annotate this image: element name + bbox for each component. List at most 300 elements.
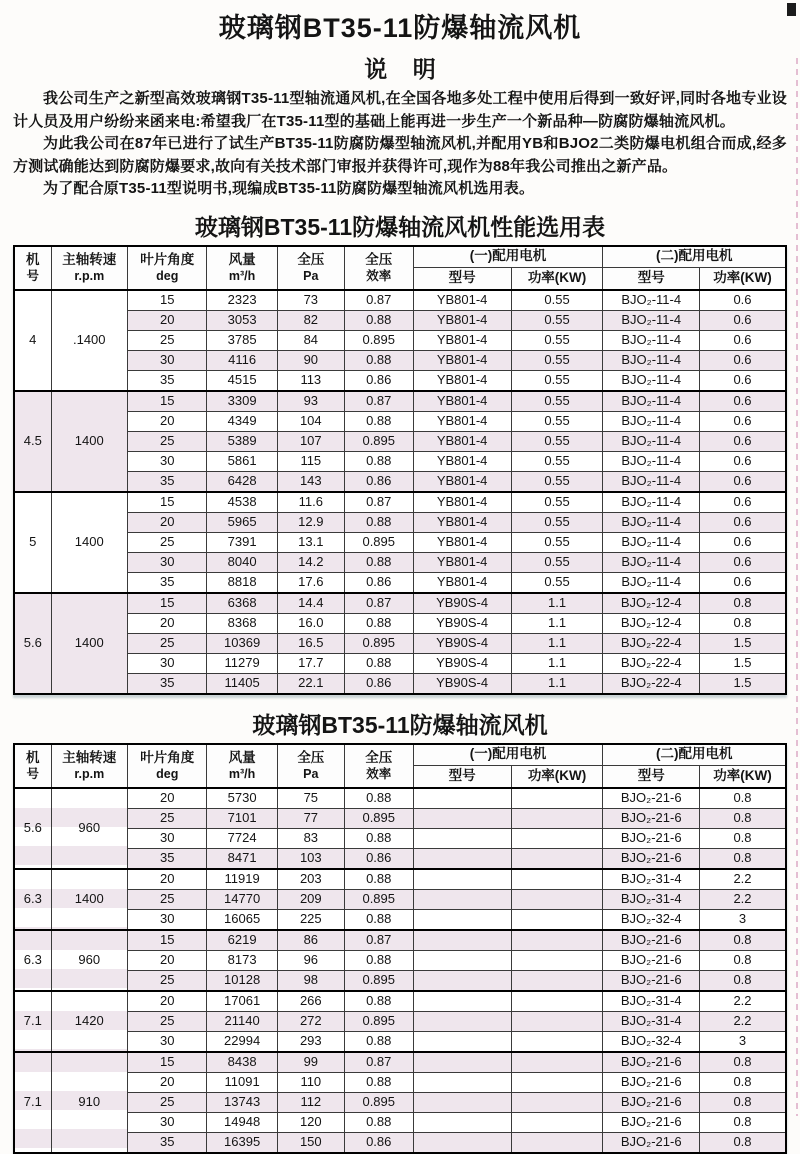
cell-efficiency: 0.88 [344, 653, 413, 673]
cell-efficiency: 0.895 [344, 431, 413, 451]
section-heading: 说 明 [364, 56, 436, 82]
cell-motor1-power: 0.55 [511, 532, 603, 552]
cell-angle: 25 [127, 808, 207, 828]
cell-motor1-power: 0.55 [511, 492, 603, 513]
cell-motor1-model: YB801-4 [413, 391, 511, 412]
cell-angle: 20 [127, 950, 207, 970]
cell-machine-no: 4.5 [14, 391, 51, 492]
cell-pressure: 14.4 [277, 593, 344, 614]
cell-machine-no: 5.6 [14, 788, 51, 869]
cell-flow: 5861 [207, 451, 277, 471]
cell-machine-no: 5.6 [14, 593, 51, 694]
paragraph-2: 为此我公司在87年已进行了试生产BT35-11防腐防爆型轴流风机,并配用YB和BJO2二类防爆电机组合而成,经多方测试确能达到防腐防爆要求,故向有关技术部门审报并获得许可,现作为88年我公司推出之新产品。 [13, 135, 787, 175]
cell-efficiency: 0.88 [344, 552, 413, 572]
cell-motor1-power [511, 1011, 603, 1031]
cell-motor1-model [413, 828, 511, 848]
cell-flow: 7101 [207, 808, 277, 828]
cell-motor2-model: BJO₂-21-6 [603, 828, 700, 848]
cell-motor1-power: 0.55 [511, 572, 603, 593]
cell-motor2-power: 0.8 [699, 1112, 786, 1132]
cell-motor2-power: 0.8 [699, 788, 786, 809]
cell-angle: 15 [127, 593, 207, 614]
cell-flow: 22994 [207, 1031, 277, 1052]
cell-motor1-model: YB801-4 [413, 370, 511, 391]
table-row [14, 431, 786, 451]
table-row [14, 788, 786, 809]
cell-motor2-power: 0.6 [699, 310, 786, 330]
cell-motor1-model [413, 950, 511, 970]
cell-efficiency: 0.895 [344, 633, 413, 653]
cell-motor1-model [413, 1011, 511, 1031]
cell-flow: 7391 [207, 532, 277, 552]
cell-motor1-model: YB801-4 [413, 310, 511, 330]
table1-title: 玻璃钢BT35-11防爆轴流风机性能选用表 [194, 213, 606, 240]
col-header-efficiency: 全压 效率 [344, 744, 413, 788]
cell-angle: 20 [127, 788, 207, 809]
table-row [14, 1031, 786, 1052]
cell-motor2-power: 1.5 [699, 653, 786, 673]
cell-machine-no: 6.3 [14, 930, 51, 991]
cell-motor2-power: 0.8 [699, 848, 786, 869]
cell-angle: 15 [127, 391, 207, 412]
col-header-rpm: 主轴转速 r.p.m [51, 246, 127, 290]
table-row [14, 290, 786, 311]
cell-motor1-model: YB90S-4 [413, 593, 511, 614]
cell-motor1-model [413, 1072, 511, 1092]
cell-motor2-model: BJO₂-22-4 [603, 633, 700, 653]
cell-efficiency: 0.86 [344, 673, 413, 694]
paragraph-1: 我公司生产之新型高效玻璃钢T35-11型轴流通风机,在全国各地多处工程中使用后得到一致好评,同时各地专业设计人员及用户纷纷来函来电:希望我厂在T35-11型的基础上能再进一步生产一个新品种—防腐防爆轴流风机。 [13, 90, 787, 130]
cell-flow: 14948 [207, 1112, 277, 1132]
cell-flow: 8173 [207, 950, 277, 970]
cell-angle: 25 [127, 970, 207, 991]
cell-flow: 11405 [207, 673, 277, 694]
cell-efficiency: 0.88 [344, 411, 413, 431]
motor2-power-header: 功率(KW) [699, 766, 786, 788]
cell-pressure: 115 [277, 451, 344, 471]
motor1-model-header: 型号 [413, 766, 511, 788]
cell-flow: 4116 [207, 350, 277, 370]
performance-selection-table [13, 245, 787, 695]
table-row [14, 1052, 786, 1073]
table-row [14, 848, 786, 869]
cell-motor1-power: 0.55 [511, 391, 603, 412]
cell-motor1-power: 0.55 [511, 330, 603, 350]
cell-pressure: 266 [277, 991, 344, 1012]
cell-angle: 35 [127, 673, 207, 694]
col-header-blade-angle: 叶片角度 deg [127, 246, 207, 290]
cell-motor1-power: 1.1 [511, 653, 603, 673]
cell-angle: 25 [127, 431, 207, 451]
col-header-air-flow: 风量 m³/h [207, 246, 277, 290]
cell-motor1-model [413, 970, 511, 991]
motor2-model-header: 型号 [603, 268, 700, 290]
cell-motor2-model: BJO₂-31-4 [603, 1011, 700, 1031]
cell-motor2-model: BJO₂-11-4 [603, 411, 700, 431]
cell-motor1-power [511, 1112, 603, 1132]
cell-pressure: 150 [277, 1132, 344, 1153]
cell-flow: 8368 [207, 613, 277, 633]
cell-efficiency: 0.88 [344, 950, 413, 970]
cell-angle: 35 [127, 471, 207, 492]
cell-motor2-power: 0.6 [699, 411, 786, 431]
cell-flow: 10128 [207, 970, 277, 991]
cell-angle: 15 [127, 930, 207, 951]
cell-motor2-power: 0.6 [699, 290, 786, 311]
cell-flow: 4515 [207, 370, 277, 391]
cell-pressure: 75 [277, 788, 344, 809]
cell-efficiency: 0.895 [344, 532, 413, 552]
table-row [14, 633, 786, 653]
cell-pressure: 104 [277, 411, 344, 431]
cell-motor2-model: BJO₂-22-4 [603, 673, 700, 694]
cell-motor2-model: BJO₂-31-4 [603, 869, 700, 890]
cell-flow: 16395 [207, 1132, 277, 1153]
cell-motor1-power [511, 828, 603, 848]
cell-motor2-model: BJO₂-11-4 [603, 391, 700, 412]
cell-motor2-power: 2.2 [699, 991, 786, 1012]
cell-flow: 6219 [207, 930, 277, 951]
col-header-total-pressure: 全压 Pa [277, 246, 344, 290]
col-header-total-pressure: 全压 Pa [277, 744, 344, 788]
cell-motor1-model [413, 909, 511, 930]
cell-flow: 17061 [207, 991, 277, 1012]
cell-flow: 2323 [207, 290, 277, 311]
cell-pressure: 77 [277, 808, 344, 828]
cell-pressure: 73 [277, 290, 344, 311]
table-row [14, 471, 786, 492]
cell-motor2-power: 0.8 [699, 1072, 786, 1092]
cell-motor2-power: 0.6 [699, 431, 786, 451]
cell-motor1-power: 0.55 [511, 512, 603, 532]
cell-pressure: 99 [277, 1052, 344, 1073]
cell-motor1-power [511, 1052, 603, 1073]
cell-pressure: 293 [277, 1031, 344, 1052]
cell-motor2-model: BJO₂-21-6 [603, 1052, 700, 1073]
cell-motor1-power [511, 1132, 603, 1153]
cell-motor1-model: YB801-4 [413, 512, 511, 532]
cell-flow: 11279 [207, 653, 277, 673]
cell-motor1-model [413, 991, 511, 1012]
cell-pressure: 13.1 [277, 532, 344, 552]
motor-group-header-1: (一)配用电机 [413, 246, 603, 268]
table-row [14, 552, 786, 572]
motor-group-header-2: (二)配用电机 [603, 246, 786, 268]
cell-motor2-model: BJO₂-21-6 [603, 950, 700, 970]
cell-rpm: 1420 [51, 991, 127, 1052]
cell-rpm: .1400 [51, 290, 127, 391]
cell-motor1-power: 1.1 [511, 633, 603, 653]
cell-motor2-model: BJO₂-11-4 [603, 492, 700, 513]
cell-motor1-model [413, 808, 511, 828]
cell-efficiency: 0.895 [344, 970, 413, 991]
cell-motor1-model: YB90S-4 [413, 653, 511, 673]
cell-efficiency: 0.895 [344, 1011, 413, 1031]
cell-motor2-model: BJO₂-21-6 [603, 848, 700, 869]
cell-angle: 30 [127, 653, 207, 673]
description-text [13, 88, 787, 201]
table-row [14, 411, 786, 431]
cell-flow: 11091 [207, 1072, 277, 1092]
col-header-efficiency: 全压 效率 [344, 246, 413, 290]
cell-motor2-power: 0.6 [699, 330, 786, 350]
cell-pressure: 209 [277, 889, 344, 909]
cell-angle: 20 [127, 310, 207, 330]
cell-motor1-power: 0.55 [511, 552, 603, 572]
cell-pressure: 84 [277, 330, 344, 350]
cell-motor2-model: BJO₂-11-4 [603, 512, 700, 532]
col-header-machine-no: 机 号 [14, 246, 51, 290]
cell-angle: 25 [127, 633, 207, 653]
cell-motor1-model: YB801-4 [413, 451, 511, 471]
cell-motor1-model [413, 1112, 511, 1132]
cell-flow: 8818 [207, 572, 277, 593]
table-row [14, 350, 786, 370]
cell-efficiency: 0.87 [344, 593, 413, 614]
cell-motor2-power: 0.8 [699, 1132, 786, 1153]
cell-machine-no: 7.1 [14, 1052, 51, 1153]
table-row [14, 930, 786, 951]
cell-flow: 8040 [207, 552, 277, 572]
cell-machine-no: 4 [14, 290, 51, 391]
cell-angle: 30 [127, 1112, 207, 1132]
cell-motor1-model: YB90S-4 [413, 673, 511, 694]
paragraph-3: 为了配合原T35-11型说明书,现编成BT35-11防腐防爆型轴流风机选用表。 [43, 180, 535, 197]
cell-motor2-power: 3 [699, 909, 786, 930]
cell-motor2-model: BJO₂-11-4 [603, 572, 700, 593]
cell-efficiency: 0.87 [344, 391, 413, 412]
cell-angle: 15 [127, 290, 207, 311]
cell-motor2-power: 2.2 [699, 1011, 786, 1031]
table-row [14, 828, 786, 848]
cell-motor1-power [511, 808, 603, 828]
cell-pressure: 22.1 [277, 673, 344, 694]
cell-motor2-power: 0.8 [699, 808, 786, 828]
cell-motor1-model: YB801-4 [413, 492, 511, 513]
cell-efficiency: 0.88 [344, 613, 413, 633]
table-row [14, 1011, 786, 1031]
table-row [14, 1112, 786, 1132]
cell-efficiency: 0.895 [344, 808, 413, 828]
col-header-rpm: 主轴转速 r.p.m [51, 744, 127, 788]
cell-angle: 35 [127, 1132, 207, 1153]
cell-efficiency: 0.88 [344, 1072, 413, 1092]
cell-motor1-model: YB801-4 [413, 330, 511, 350]
table2-title: 玻璃钢BT35-11防爆轴流风机 [252, 711, 548, 738]
cell-motor2-power: 0.8 [699, 828, 786, 848]
cell-pressure: 143 [277, 471, 344, 492]
table-row [14, 970, 786, 991]
cell-motor2-model: BJO₂-11-4 [603, 431, 700, 451]
page-title: 玻璃钢BT35-11防爆轴流风机 [218, 13, 582, 43]
cell-motor2-power: 0.6 [699, 391, 786, 412]
table-row [14, 451, 786, 471]
cell-pressure: 203 [277, 869, 344, 890]
cell-motor1-model: YB801-4 [413, 572, 511, 593]
cell-angle: 35 [127, 370, 207, 391]
cell-angle: 20 [127, 991, 207, 1012]
cell-angle: 15 [127, 492, 207, 513]
cell-efficiency: 0.87 [344, 930, 413, 951]
cell-pressure: 17.7 [277, 653, 344, 673]
cell-motor1-power [511, 950, 603, 970]
cell-motor2-model: BJO₂-11-4 [603, 290, 700, 311]
cell-motor2-model: BJO₂-12-4 [603, 593, 700, 614]
motor1-power-header: 功率(KW) [511, 268, 603, 290]
cell-motor1-model [413, 848, 511, 869]
cell-flow: 3309 [207, 391, 277, 412]
cell-efficiency: 0.88 [344, 1112, 413, 1132]
cell-flow: 21140 [207, 1011, 277, 1031]
cell-motor1-model: YB90S-4 [413, 633, 511, 653]
cell-motor1-power: 0.55 [511, 431, 603, 451]
table-row [14, 492, 786, 513]
cell-pressure: 11.6 [277, 492, 344, 513]
cell-motor2-model: BJO₂-11-4 [603, 552, 700, 572]
motor-group-header-1: (一)配用电机 [413, 744, 603, 766]
cell-motor1-power [511, 970, 603, 991]
cell-pressure: 98 [277, 970, 344, 991]
cell-motor1-model: YB801-4 [413, 411, 511, 431]
motor1-model-header: 型号 [413, 268, 511, 290]
cell-pressure: 103 [277, 848, 344, 869]
cell-angle: 25 [127, 532, 207, 552]
cell-rpm: 960 [51, 930, 127, 991]
cell-flow: 6428 [207, 471, 277, 492]
table-row [14, 673, 786, 694]
cell-efficiency: 0.88 [344, 1031, 413, 1052]
cell-motor2-power: 0.6 [699, 552, 786, 572]
cell-machine-no: 7.1 [14, 991, 51, 1052]
cell-pressure: 96 [277, 950, 344, 970]
col-header-blade-angle: 叶片角度 deg [127, 744, 207, 788]
cell-angle: 25 [127, 889, 207, 909]
cell-motor1-power [511, 1072, 603, 1092]
cell-angle: 30 [127, 451, 207, 471]
cell-angle: 25 [127, 1092, 207, 1112]
cell-machine-no: 6.3 [14, 869, 51, 930]
cell-motor1-power [511, 909, 603, 930]
cell-angle: 30 [127, 828, 207, 848]
cell-angle: 15 [127, 1052, 207, 1073]
cell-motor1-power [511, 848, 603, 869]
cell-motor1-power: 0.55 [511, 451, 603, 471]
cell-efficiency: 0.88 [344, 350, 413, 370]
cell-angle: 30 [127, 350, 207, 370]
cell-pressure: 112 [277, 1092, 344, 1112]
cell-motor2-model: BJO₂-32-4 [603, 1031, 700, 1052]
cell-pressure: 16.5 [277, 633, 344, 653]
cell-flow: 4349 [207, 411, 277, 431]
motor1-power-header: 功率(KW) [511, 766, 603, 788]
cell-pressure: 120 [277, 1112, 344, 1132]
cell-motor2-model: BJO₂-11-4 [603, 451, 700, 471]
cell-pressure: 90 [277, 350, 344, 370]
cell-pressure: 83 [277, 828, 344, 848]
table-row [14, 572, 786, 593]
cell-pressure: 107 [277, 431, 344, 451]
cell-angle: 30 [127, 552, 207, 572]
cell-motor2-power: 0.6 [699, 451, 786, 471]
cell-angle: 25 [127, 1011, 207, 1031]
cell-motor2-model: BJO₂-11-4 [603, 330, 700, 350]
cell-motor1-power: 1.1 [511, 613, 603, 633]
cell-motor1-power [511, 889, 603, 909]
cell-motor2-model: BJO₂-31-4 [603, 991, 700, 1012]
cell-motor1-power: 0.55 [511, 411, 603, 431]
cell-pressure: 113 [277, 370, 344, 391]
table-row [14, 1072, 786, 1092]
cell-motor2-model: BJO₂-11-4 [603, 310, 700, 330]
cell-pressure: 12.9 [277, 512, 344, 532]
cell-efficiency: 0.88 [344, 828, 413, 848]
cell-motor2-power: 0.8 [699, 970, 786, 991]
cell-motor1-model: YB801-4 [413, 350, 511, 370]
table-row [14, 310, 786, 330]
table-row [14, 512, 786, 532]
cell-flow: 13743 [207, 1092, 277, 1112]
cell-motor2-power: 0.6 [699, 350, 786, 370]
cell-motor2-model: BJO₂-11-4 [603, 350, 700, 370]
cell-motor2-power: 0.8 [699, 1092, 786, 1112]
table-row [14, 889, 786, 909]
cell-motor1-model [413, 1092, 511, 1112]
cell-motor1-model: YB90S-4 [413, 613, 511, 633]
cell-motor2-model: BJO₂-21-6 [603, 1112, 700, 1132]
cell-flow: 3785 [207, 330, 277, 350]
cell-flow: 14770 [207, 889, 277, 909]
cell-rpm: 1400 [51, 492, 127, 593]
cell-pressure: 93 [277, 391, 344, 412]
cell-angle: 25 [127, 330, 207, 350]
table-row [14, 1132, 786, 1153]
cell-flow: 7724 [207, 828, 277, 848]
cell-motor1-power: 0.55 [511, 310, 603, 330]
cell-efficiency: 0.88 [344, 788, 413, 809]
cell-pressure: 14.2 [277, 552, 344, 572]
cell-motor1-power [511, 869, 603, 890]
cell-efficiency: 0.88 [344, 512, 413, 532]
cell-angle: 30 [127, 1031, 207, 1052]
table-row [14, 909, 786, 930]
cell-flow: 4538 [207, 492, 277, 513]
cell-efficiency: 0.86 [344, 471, 413, 492]
cell-motor2-power: 0.6 [699, 572, 786, 593]
cell-motor1-power [511, 788, 603, 809]
cell-motor1-power [511, 1092, 603, 1112]
cell-motor2-power: 1.5 [699, 633, 786, 653]
cell-flow: 3053 [207, 310, 277, 330]
cell-motor1-model: YB801-4 [413, 290, 511, 311]
cell-flow: 5965 [207, 512, 277, 532]
cell-pressure: 86 [277, 930, 344, 951]
cell-motor2-model: BJO₂-11-4 [603, 471, 700, 492]
cell-angle: 20 [127, 512, 207, 532]
cell-motor2-model: BJO₂-12-4 [603, 613, 700, 633]
table-row [14, 950, 786, 970]
cell-motor2-power: 2.2 [699, 869, 786, 890]
cell-motor2-power: 0.6 [699, 492, 786, 513]
table-row [14, 653, 786, 673]
cell-efficiency: 0.87 [344, 1052, 413, 1073]
cell-efficiency: 0.88 [344, 451, 413, 471]
cell-flow: 8471 [207, 848, 277, 869]
cell-motor1-power [511, 991, 603, 1012]
cell-efficiency: 0.88 [344, 869, 413, 890]
cell-efficiency: 0.87 [344, 492, 413, 513]
cell-motor1-power: 1.1 [511, 593, 603, 614]
cell-efficiency: 0.87 [344, 290, 413, 311]
